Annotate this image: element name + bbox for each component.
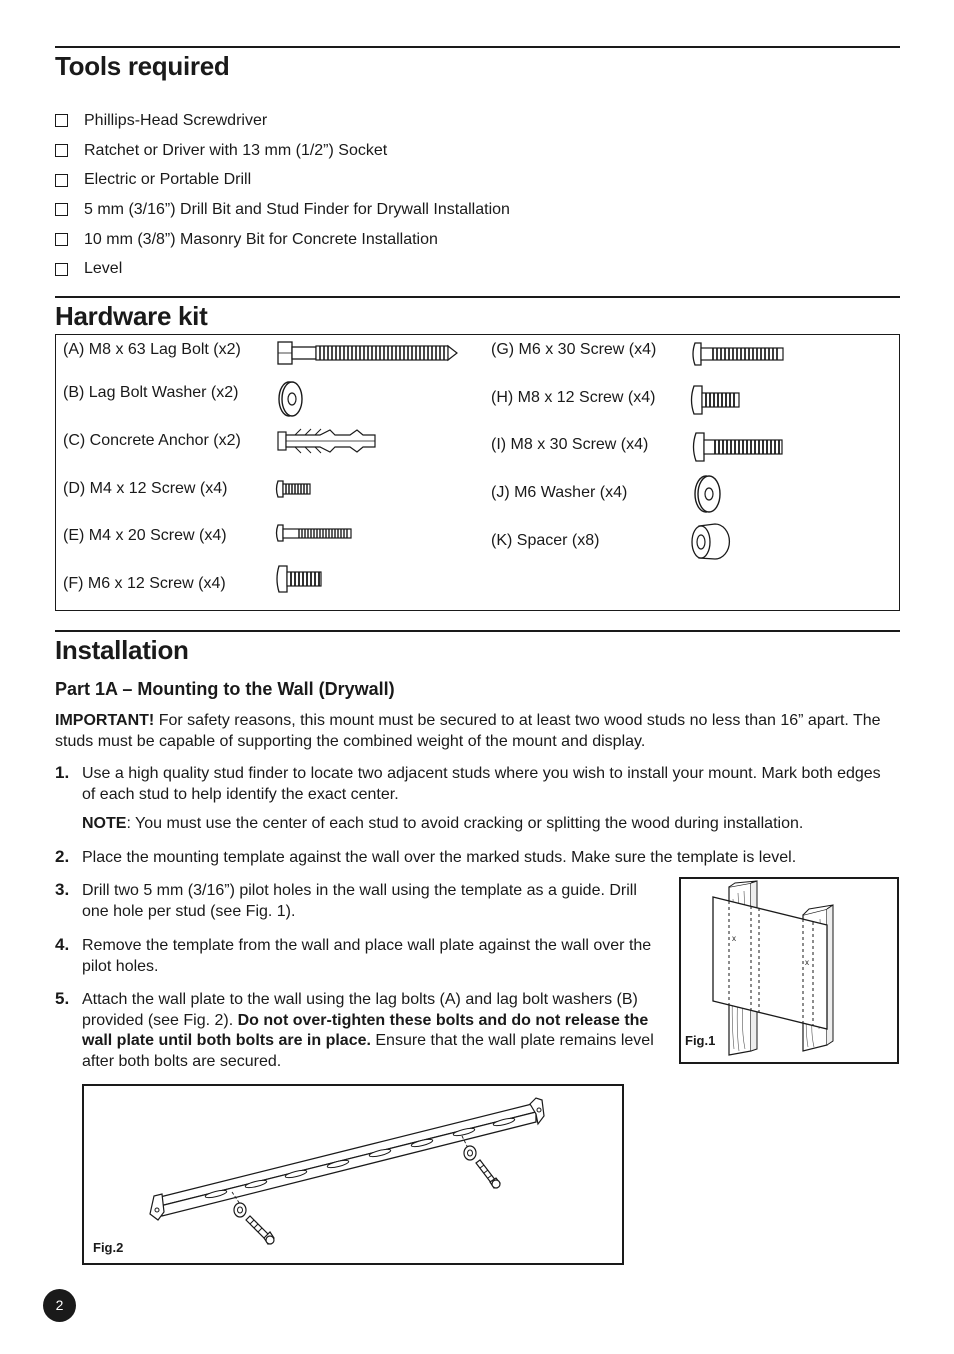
tool-item (55, 165, 510, 195)
page-number-badge: 2 (43, 1289, 76, 1322)
hardware-label-j: (J) M6 Washer (x4) (491, 484, 628, 501)
checkbox-icon[interactable] (55, 144, 68, 157)
hardware-kit-box (55, 334, 900, 611)
figure-2 (82, 1084, 624, 1265)
figure-1-label: Fig.1 (685, 1033, 716, 1048)
wall-plate-illustration (84, 1086, 622, 1263)
tools-top-rule (55, 46, 900, 48)
screw-icon (275, 523, 355, 543)
step-number: 4. (55, 935, 70, 954)
step-number: 3. (55, 880, 70, 899)
note-label: NOTE (82, 815, 127, 832)
tools-list (55, 106, 510, 284)
washer-icon (691, 473, 725, 515)
hardware-label-e: (E) M4 x 20 Screw (x4) (63, 527, 227, 544)
tool-label: 10 mm (3/8”) Masonry Bit for Concrete Installation (84, 230, 438, 248)
hardware-label-g: (G) M6 x 30 Screw (x4) (491, 341, 657, 358)
spacer-icon (691, 521, 733, 563)
screw-icon (691, 341, 786, 367)
note-paragraph (82, 814, 882, 835)
step-4-text: Remove the template from the wall and place wall plate against the wall over the pilot holes. (82, 937, 652, 975)
tool-label: Electric or Portable Drill (84, 171, 252, 189)
tool-item (55, 136, 510, 166)
screw-icon (691, 431, 786, 463)
tool-label: Phillips-Head Screwdriver (84, 111, 268, 129)
checkbox-icon[interactable] (55, 114, 68, 127)
tool-item (55, 106, 510, 136)
installation-top-rule (55, 630, 900, 632)
step-number: 2. (55, 847, 70, 866)
anchor-icon (275, 426, 380, 456)
checkbox-icon[interactable] (55, 263, 68, 276)
step-number: 5. (55, 989, 70, 1008)
screw-icon (275, 564, 325, 594)
screw-icon (275, 479, 315, 499)
hardware-label-a: (A) M8 x 63 Lag Bolt (x2) (63, 341, 241, 358)
important-paragraph (55, 711, 900, 752)
tool-item (55, 225, 510, 255)
checkbox-icon[interactable] (55, 233, 68, 246)
hardware-label-b: (B) Lag Bolt Washer (x2) (63, 384, 239, 401)
checkbox-icon[interactable] (55, 203, 68, 216)
svg-text:x: x (805, 958, 809, 967)
hardware-label-h: (H) M8 x 12 Screw (x4) (491, 389, 656, 406)
part-title: Part 1A – Mounting to the Wall (Drywall) (55, 679, 395, 699)
hardware-label-c: (C) Concrete Anchor (x2) (63, 432, 241, 449)
tools-heading: Tools required (55, 51, 230, 81)
step-5-text-b: Ensure that the wall plate remains level after both bolts are secured. (82, 1032, 654, 1070)
step-5-warning: Do not over-tighten these bolts and do not release the wall plate until both bolts are in place. (82, 1011, 649, 1049)
tool-item (55, 195, 510, 225)
hardware-top-rule (55, 296, 900, 298)
figure-2-label: Fig.2 (93, 1240, 124, 1255)
hardware-heading: Hardware kit (55, 301, 208, 331)
hardware-label-i: (I) M8 x 30 Screw (x4) (491, 436, 649, 453)
step-5-text-a: Attach the wall plate to the wall using the lag bolts (A) and lag bolt washers (B) provided (see Fig. 2). (82, 991, 638, 1029)
step-2-text: Place the mounting template against the wall over the marked studs. Make sure the template is level. (82, 849, 797, 866)
hardware-label-f: (F) M6 x 12 Screw (x4) (63, 575, 226, 592)
tool-label: Level (84, 260, 123, 278)
lag-bolt-icon (276, 338, 461, 368)
important-label: IMPORTANT! (55, 712, 155, 729)
hardware-label-k: (K) Spacer (x8) (491, 532, 600, 549)
checkbox-icon[interactable] (55, 174, 68, 187)
washer-icon (275, 379, 305, 419)
tool-label: 5 mm (3/16”) Drill Bit and Stud Finder for Drywall Installation (84, 200, 510, 218)
important-text: For safety reasons, this mount must be secured to at least two wood studs no less than 16” apart. The studs must be capable of supporting the combined weight of the mount and display. (55, 712, 881, 750)
svg-text:x: x (732, 934, 736, 943)
tool-label: Ratchet or Driver with 13 mm (1/2”) Socket (84, 141, 388, 159)
installation-heading: Installation (55, 635, 189, 665)
step-5-text (82, 990, 662, 1072)
hardware-label-d: (D) M4 x 12 Screw (x4) (63, 480, 228, 497)
note-text: : You must use the center of each stud to avoid cracking or splitting the wood during installation. (126, 815, 804, 832)
figure-1 (679, 877, 899, 1064)
tool-item (55, 254, 510, 284)
screw-icon (689, 384, 744, 416)
step-1-text: Use a high quality stud finder to locate two adjacent studs where you wish to install your mount. Mark both edges of each stud to help identify the exact center. (82, 765, 881, 803)
step-number: 1. (55, 763, 70, 782)
step-3-text: Drill two 5 mm (3/16”) pilot holes in the wall using the template as a guide. Drill one hole per stud (see Fig. 1). (82, 882, 637, 920)
